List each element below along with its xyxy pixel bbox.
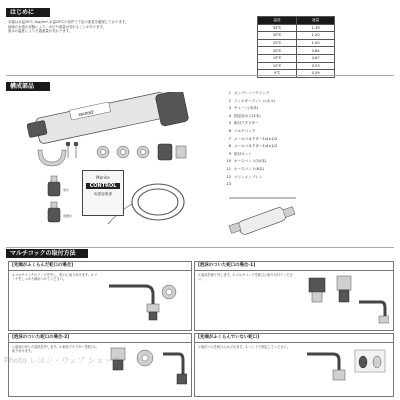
parts-list-number: 13: [226, 182, 231, 187]
intro-section-title: はじめに: [10, 9, 35, 16]
flow-table-header-temp: 温度: [258, 17, 297, 25]
flow-table-row: [258, 32, 335, 40]
inlet-label: 原水: [63, 188, 70, 192]
parts-list-item: [222, 181, 392, 189]
connector-illustration: [48, 176, 60, 222]
parts-list-number: 4: [228, 113, 231, 118]
parts-list-name: 固定用ネジ(2本): [234, 113, 261, 118]
flow-table-temp-cell: 10℃: [258, 62, 297, 70]
flow-table-row: [258, 62, 335, 70]
faucet-illustration: [303, 272, 389, 326]
flow-table-row: [258, 24, 335, 32]
flow-table-temp-cell: 5℃: [258, 70, 297, 78]
parts-list-name: ホースバンド(6本): [234, 166, 265, 171]
parts-list-name: チェーン(本体): [234, 106, 259, 111]
flow-table-flow-cell: 0.39: [297, 70, 335, 78]
parts-list-item: [222, 98, 392, 106]
flow-table-temp-cell: 15℃: [258, 54, 297, 62]
install-section-title: マルチコックの取付方法: [10, 250, 76, 257]
parts-list-number: 8: [228, 144, 231, 149]
faucet-illustration: [105, 344, 187, 394]
membrane-housing-illustration: [27, 92, 189, 144]
flow-table-flow-cell: 1.20: [297, 32, 335, 40]
parts-list-number: 1: [228, 91, 231, 95]
flow-table-temp-cell: 25℃: [258, 39, 297, 47]
flow-table-flow-cell: 1.39: [297, 24, 335, 32]
flow-table: [257, 16, 335, 78]
parts-list-number: 2: [228, 98, 231, 103]
flow-table-row: [258, 39, 335, 47]
parts-list: [222, 90, 392, 189]
parts-list-number: 9: [228, 151, 231, 156]
divider: [6, 75, 394, 76]
install-section-header: [6, 249, 88, 258]
manual-box: [82, 170, 124, 216]
membrane-cartridge-illustration: [224, 194, 304, 250]
fittings-illustration: [97, 144, 186, 160]
panel-title: [泡沫のついた蛇口の場合-2]: [9, 334, 191, 343]
intro-paragraph-3: 原水の温度によりろ過流量が変わります。: [8, 29, 73, 34]
flow-table-temp-cell: 35℃: [258, 24, 297, 32]
intro-paragraph-1: 本器は水温25℃,1kg/cm²,水温25℃の条件で下記の流量を確保しております。: [8, 20, 129, 24]
intro-text-block: [8, 20, 188, 34]
flow-table-flow-cell: 0.84: [297, 47, 335, 55]
parts-list-number: 10: [226, 159, 231, 164]
panel-steps: 1.泡沫を取り外します。2.マルチコックを蛇口に取り付けてください。: [198, 273, 293, 282]
parts-list-number: 11: [226, 166, 231, 171]
parts-list-name: メンブレンハウジング: [234, 91, 270, 95]
parts-list-item: [222, 128, 392, 136]
parts-list-number: 7: [228, 136, 231, 141]
flow-table-temp-cell: 20℃: [258, 47, 297, 55]
parts-list-name: ホースバンド(14本): [234, 159, 267, 164]
flow-table-row: [258, 54, 335, 62]
parts-illustration: [8, 92, 220, 242]
parts-list-item: [222, 143, 392, 151]
outlet-label: 処理水: [63, 214, 73, 218]
flow-table-temp-cell: 30℃: [258, 32, 297, 40]
parts-list-name: マルチコック: [234, 128, 256, 133]
flow-table-row: [258, 70, 335, 78]
panel-title: [泡沫のついた蛇口の場合-1]: [195, 262, 393, 271]
install-panel-aerator-faucet-1: [194, 261, 394, 331]
parts-list-item: [222, 136, 392, 144]
panel-steps: 1.泡沫の付いた部品を外します。2.取付アダプターを蛇口に取り付けます。: [12, 345, 98, 354]
parts-list-item: [222, 120, 392, 128]
parts-list-number: 5: [228, 121, 231, 126]
parts-list-name: メールコネクター1/4×1/2: [234, 136, 278, 141]
flow-table-header-flow: 流量: [297, 17, 335, 25]
parts-section-title: 構成部品: [10, 83, 35, 90]
faucet-illustration: [105, 272, 187, 326]
divider: [6, 247, 394, 248]
parts-list-name: フィルターブッシュ(ネル): [234, 98, 276, 103]
svg-text:MARINE: MARINE: [78, 109, 95, 118]
parts-list-item: [222, 105, 392, 113]
faucet-illustration: [303, 344, 389, 394]
panel-steps: 1.取付ゴムを蛇口にかぶせます。2.バンドで固定してください。: [198, 345, 290, 349]
parts-list-item: [222, 174, 392, 182]
parts-list-number: 6: [228, 128, 231, 133]
install-panel-bulged-faucet: [8, 261, 192, 331]
flow-table-flow-cell: 1.00: [297, 39, 335, 47]
parts-list-name: マリンメンブレン: [234, 174, 263, 179]
manual-box-model: CONTROL: [86, 183, 120, 189]
parts-list-item: [222, 166, 392, 174]
flow-table-flow-cell: 0.53: [297, 62, 335, 70]
intro-paragraph-2: 地域の水道の状態により、水圧や流量が変わることがあります。: [8, 24, 107, 29]
flow-table-row: [258, 47, 335, 55]
panel-steps: 1.マルチコックのリングを外し、蛇口に取り付けます。2.リングをしっかり締めつけてください。: [12, 273, 98, 282]
parts-section-header: [6, 82, 50, 91]
parts-list-item: [222, 90, 392, 98]
manual-box-label: 取扱説明書: [94, 192, 112, 196]
parts-list-item: [222, 158, 392, 166]
panel-title: [先端がふくらんでいない蛇口]: [195, 334, 393, 343]
bracket-illustration: [38, 142, 78, 166]
intro-section-header: [6, 8, 50, 17]
parts-list-name: 取付アダプター: [234, 121, 259, 126]
watermark: Photo レヨン・ウェブ ショップ: [4, 356, 120, 365]
flow-table-flow-cell: 0.67: [297, 54, 335, 62]
parts-list-number: 12: [226, 174, 231, 179]
parts-list-name: メールコネクター1/4×1/2: [234, 144, 278, 149]
parts-list-name: 取付キット: [234, 151, 252, 156]
install-panel-straight-faucet: [194, 333, 394, 397]
manual-box-brand: Marine: [96, 175, 110, 180]
panel-title: [先端がふくらんだ蛇口の場合]: [9, 262, 191, 271]
parts-list-item: [222, 113, 392, 121]
parts-list-number: 3: [228, 106, 231, 111]
parts-list-item: [222, 151, 392, 159]
